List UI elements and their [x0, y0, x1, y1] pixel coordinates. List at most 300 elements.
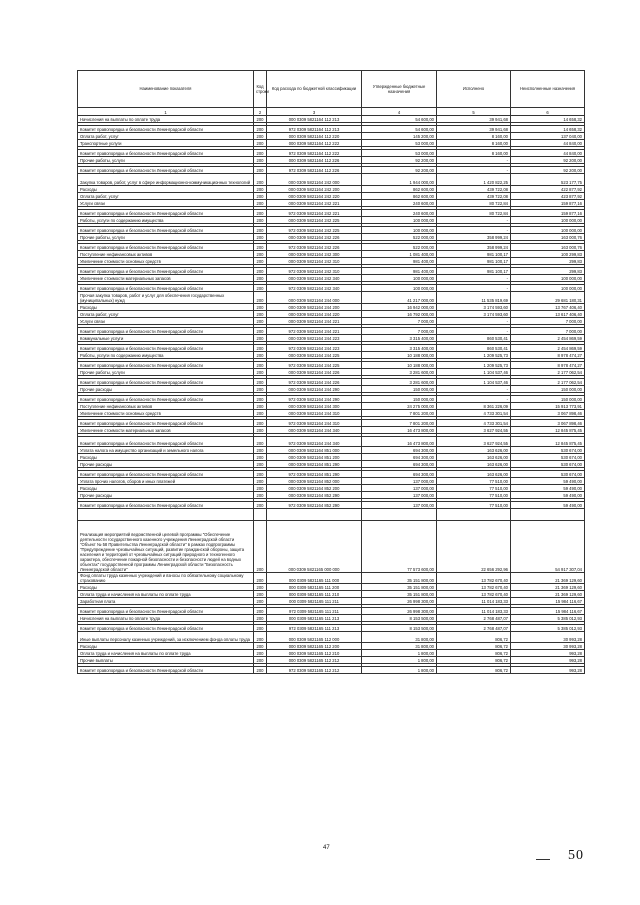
row-indicator-name: Оплата работ, услуг [78, 133, 254, 140]
table-row [78, 133, 585, 140]
row-line-code: 200 [254, 396, 267, 403]
row-unexecuted-amount: 59 490,00 [511, 492, 585, 499]
row-budget-code: 000 0309 5821164 852 200 [267, 485, 362, 492]
row-line-code: 200 [254, 420, 267, 427]
row-line-code: 200 [254, 251, 267, 258]
row-executed-amount: 8 361 226,09 [437, 403, 511, 410]
row-budget-code: 000 0309 5821165 112 200 [267, 643, 362, 650]
row-indicator-name: Закупка товаров, работ, услуг в сфере информационно-коммуникационных технологий [78, 174, 254, 186]
row-unexecuted-amount: 530 674,00 [511, 447, 585, 454]
table-row [78, 210, 585, 217]
row-executed-amount: 13 782 670,40 [437, 584, 511, 591]
row-budget-code: 000 0309 5821164 242 300 [267, 251, 362, 258]
row-unexecuted-amount: 21 369 129,60 [511, 591, 585, 598]
row-budget-code: 000 0309 5821164 242 226 [267, 234, 362, 241]
row-line-code: 200 [254, 328, 267, 335]
row-executed-amount: 1 420 822,25 [437, 174, 511, 186]
row-line-code: 200 [254, 625, 267, 632]
row-approved-amount: 3 281 600,00 [362, 379, 437, 386]
row-unexecuted-amount [511, 509, 585, 521]
row-line-code: 200 [254, 234, 267, 241]
row-budget-code: 000 0309 5821164 242 221 [267, 200, 362, 207]
row-approved-amount: 26 998 300,00 [362, 598, 437, 605]
table-row [78, 573, 585, 584]
table-row [78, 461, 585, 468]
row-line-code: 200 [254, 362, 267, 369]
row-indicator-name: Увеличение стоимости материальных запасов [78, 427, 254, 434]
column-number: 4 [362, 108, 437, 116]
table-row [78, 369, 585, 376]
header-indicator-name: Наименование показателя [78, 71, 254, 108]
row-line-code: 200 [254, 632, 267, 643]
row-executed-amount: 4 733 301,54 [437, 420, 511, 427]
row-line-code: 200 [254, 268, 267, 275]
table-row [78, 598, 585, 605]
row-indicator-name: Уплата налога на имущество организаций и земельного налога [78, 447, 254, 454]
row-budget-code: 000 0309 5821164 244 000 [267, 292, 362, 304]
table-row [78, 420, 585, 427]
row-unexecuted-amount: 8 978 474,27 [511, 352, 585, 359]
row-approved-amount: 150 000,00 [362, 386, 437, 393]
row-budget-code: 000 0309 5821165 111 210 [267, 591, 362, 598]
row-approved-amount: 16 473 800,00 [362, 427, 437, 434]
row-executed-amount: 22 656 292,96 [437, 521, 511, 573]
row-executed-amount: 77 510,00 [437, 485, 511, 492]
table-row [78, 591, 585, 598]
row-budget-code: 000 0309 5821164 244 226 [267, 369, 362, 376]
row-indicator-name [78, 509, 254, 521]
row-budget-code: 000 0309 5821164 242 000 [267, 174, 362, 186]
row-line-code: 200 [254, 174, 267, 186]
table-row [78, 509, 585, 521]
row-unexecuted-amount: 15 913 773,91 [511, 403, 585, 410]
table-row [78, 244, 585, 251]
table-row [78, 328, 585, 335]
row-budget-code: 000 0309 5821164 244 221 [267, 318, 362, 325]
row-indicator-name: Комитет правопорядка и безопасности Ленинградской области [78, 167, 254, 174]
row-approved-amount: 35 151 800,00 [362, 573, 437, 584]
row-executed-amount: 4 733 301,54 [437, 410, 511, 417]
row-budget-code: 000 0309 5821164 244 340 [267, 427, 362, 434]
row-unexecuted-amount: 14 658,32 [511, 126, 585, 133]
row-approved-amount: 240 600,00 [362, 200, 437, 207]
row-line-code: 200 [254, 133, 267, 140]
row-executed-amount: - [437, 396, 511, 403]
table-row [78, 335, 585, 342]
row-executed-amount: 1 209 525,73 [437, 352, 511, 359]
row-line-code: 200 [254, 167, 267, 174]
row-executed-amount: 163 626,00 [437, 454, 511, 461]
row-indicator-name: Комитет правопорядка и безопасности Ленинградской области [78, 210, 254, 217]
row-executed-amount: 2 768 487,07 [437, 625, 511, 632]
row-indicator-name: Поступление нефинансовых активов [78, 403, 254, 410]
row-unexecuted-amount: 59 490,00 [511, 502, 585, 509]
row-budget-code: 000 0309 5821164 242 340 [267, 275, 362, 282]
row-budget-code: 000 0309 5821164 851 200 [267, 454, 362, 461]
row-indicator-name: Комитет правопорядка и безопасности Ленинградской области [78, 150, 254, 157]
row-executed-amount: 3 627 924,55 [437, 427, 511, 434]
row-line-code: 200 [254, 311, 267, 318]
row-line-code: 200 [254, 244, 267, 251]
row-approved-amount: 145 200,00 [362, 133, 437, 140]
row-line-code: 200 [254, 521, 267, 573]
row-indicator-name: Комитет правопорядка и безопасности Ленинградской области [78, 126, 254, 133]
row-indicator-name: Начисления на выплаты по оплате труда [78, 615, 254, 622]
row-budget-code: 972 0309 5821165 111 211 [267, 608, 362, 615]
row-executed-amount: 981 100,17 [437, 251, 511, 258]
row-approved-amount: 100 000,00 [362, 217, 437, 224]
row-line-code: 200 [254, 608, 267, 615]
row-executed-amount: - [437, 227, 511, 234]
row-executed-amount: 358 999,24 [437, 244, 511, 251]
row-indicator-name: Начисления на выплаты по оплате труда [78, 116, 254, 123]
row-approved-amount: 7 000,00 [362, 318, 437, 325]
row-unexecuted-amount: 15 984 116,67 [511, 598, 585, 605]
table-row [78, 217, 585, 224]
row-unexecuted-amount: 59 490,00 [511, 478, 585, 485]
row-line-code: 200 [254, 193, 267, 200]
row-approved-amount: 92 200,00 [362, 157, 437, 164]
row-unexecuted-amount: 2 177 062,54 [511, 379, 585, 386]
row-line-code: 200 [254, 584, 267, 591]
row-approved-amount: 1 081 400,00 [362, 251, 437, 258]
row-budget-code: 972 0309 5821164 112 213 [267, 126, 362, 133]
row-line-code: 200 [254, 186, 267, 193]
row-unexecuted-amount: 993,28 [511, 657, 585, 664]
row-approved-amount: 35 151 800,00 [362, 591, 437, 598]
row-approved-amount: 8 153 500,00 [362, 615, 437, 622]
row-line-code: 200 [254, 227, 267, 234]
row-unexecuted-amount: 100 000,00 [511, 285, 585, 292]
row-approved-amount: 54 600,00 [362, 126, 437, 133]
row-indicator-name: Расходы [78, 643, 254, 650]
row-approved-amount [362, 509, 437, 521]
row-approved-amount: 150 000,00 [362, 396, 437, 403]
row-line-code: 200 [254, 292, 267, 304]
row-line-code: 200 [254, 318, 267, 325]
row-line-code: 200 [254, 573, 267, 584]
row-indicator-name: Уплата прочих налогов, сборов и иных платежей [78, 478, 254, 485]
table-body [78, 116, 585, 674]
row-indicator-name: Расходы [78, 584, 254, 591]
row-budget-code: 972 0309 5821165 112 212 [267, 667, 362, 674]
table-row [78, 492, 585, 499]
row-indicator-name: Оплата работ, услуг [78, 193, 254, 200]
sheet-stamp-number: 50 [568, 848, 584, 863]
table-row [78, 667, 585, 674]
row-indicator-name: Прочие работы, услуги [78, 369, 254, 376]
row-indicator-name: Услуги связи [78, 200, 254, 207]
row-approved-amount: 522 000,00 [362, 234, 437, 241]
row-approved-amount: 100 000,00 [362, 285, 437, 292]
row-line-code: 200 [254, 126, 267, 133]
row-executed-amount: 77 510,00 [437, 478, 511, 485]
divider-dash [536, 859, 550, 860]
row-line-code: 200 [254, 598, 267, 605]
row-unexecuted-amount: 30 993,28 [511, 643, 585, 650]
row-indicator-name: Комитет правопорядка и безопасности Ленинградской области [78, 379, 254, 386]
row-executed-amount: 439 722,08 [437, 186, 511, 193]
row-budget-code: 972 0309 5821164 244 226 [267, 379, 362, 386]
table-row [78, 227, 585, 234]
table-row [78, 657, 585, 664]
row-indicator-name: Прочие расходы [78, 492, 254, 499]
row-budget-code: 972 0309 5821164 244 340 [267, 437, 362, 447]
row-budget-code: 000 0309 5821164 112 213 [267, 116, 362, 123]
row-line-code: 200 [254, 615, 267, 622]
row-line-code: 200 [254, 471, 267, 478]
row-executed-amount: - [437, 318, 511, 325]
row-line-code: 200 [254, 386, 267, 393]
row-approved-amount: 7 801 200,00 [362, 420, 437, 427]
row-budget-code: 972 0309 5821164 112 226 [267, 167, 362, 174]
row-indicator-name: Комитет правопорядка и безопасности Ленинградской области [78, 362, 254, 369]
row-approved-amount: 137 000,00 [362, 502, 437, 509]
row-executed-amount: - [437, 285, 511, 292]
table-row [78, 471, 585, 478]
row-unexecuted-amount: 100 000,00 [511, 227, 585, 234]
row-executed-amount: 39 941,68 [437, 126, 511, 133]
row-executed-amount: 2 768 487,07 [437, 615, 511, 622]
row-indicator-name: Прочие расходы [78, 461, 254, 468]
row-executed-amount: - [437, 328, 511, 335]
row-line-code: 200 [254, 275, 267, 282]
row-indicator-name: Фонд оплаты труда казенных учреждений и взносы по обязательному социальному страхованию [78, 573, 254, 584]
row-indicator-name: Комитет правопорядка и безопасности Ленинградской области [78, 345, 254, 352]
row-unexecuted-amount: 12 845 875,45 [511, 437, 585, 447]
row-unexecuted-amount: 5 385 012,93 [511, 615, 585, 622]
row-executed-amount: 806,72 [437, 657, 511, 664]
row-executed-amount: 1 209 525,73 [437, 362, 511, 369]
row-line-code: 200 [254, 643, 267, 650]
table-row [78, 140, 585, 147]
row-approved-amount: 694 300,00 [362, 454, 437, 461]
row-executed-amount: 163 626,00 [437, 447, 511, 454]
row-indicator-name: Комитет правопорядка и безопасности Ленинградской области [78, 285, 254, 292]
row-approved-amount: 3 315 400,00 [362, 335, 437, 342]
table-row [78, 126, 585, 133]
row-executed-amount: 13 782 670,40 [437, 591, 511, 598]
row-indicator-name: Комитет правопорядка и безопасности Ленинградской области [78, 268, 254, 275]
row-unexecuted-amount: 30 993,28 [511, 632, 585, 643]
row-executed-amount: 3 174 593,60 [437, 311, 511, 318]
table-row [78, 427, 585, 434]
header-approved: Утвержденные бюджетные назначения [362, 71, 437, 108]
row-executed-amount: 3 174 593,60 [437, 304, 511, 311]
table-row [78, 584, 585, 591]
table-row [78, 608, 585, 615]
row-executed-amount: 806,72 [437, 650, 511, 657]
row-indicator-name: Комитет правопорядка и безопасности Ленинградской области [78, 420, 254, 427]
row-executed-amount: 163 626,00 [437, 461, 511, 468]
row-unexecuted-amount: 299,83 [511, 268, 585, 275]
row-unexecuted-amount: 29 681 180,31 [511, 292, 585, 304]
row-line-code: 200 [254, 461, 267, 468]
row-indicator-name: Оплата труда и начисления на выплаты по оплате труда [78, 591, 254, 598]
row-indicator-name: Транспортные услуги [78, 140, 254, 147]
row-unexecuted-amount: 3 067 898,46 [511, 410, 585, 417]
table-row [78, 258, 585, 265]
table-row [78, 275, 585, 282]
row-approved-amount: 10 188 000,00 [362, 362, 437, 369]
row-approved-amount: 1 800,00 [362, 657, 437, 664]
table-row [78, 502, 585, 509]
row-budget-code: 000 0309 5821165 000 000 [267, 521, 362, 573]
row-executed-amount: 13 782 670,40 [437, 573, 511, 584]
row-unexecuted-amount: 530 674,00 [511, 461, 585, 468]
row-unexecuted-amount: 8 978 474,27 [511, 362, 585, 369]
row-unexecuted-amount: 523 177,75 [511, 174, 585, 186]
row-budget-code: 972 0309 5821164 244 290 [267, 396, 362, 403]
header-budget-code: Код расхода по бюджетной классификации [267, 71, 362, 108]
row-executed-amount: - [437, 275, 511, 282]
row-unexecuted-amount: 163 000,76 [511, 244, 585, 251]
table-row [78, 150, 585, 157]
row-approved-amount: 240 600,00 [362, 210, 437, 217]
row-unexecuted-amount: 54 917 307,04 [511, 521, 585, 573]
row-approved-amount: 77 573 600,00 [362, 521, 437, 573]
row-line-code: 200 [254, 335, 267, 342]
row-budget-code: 972 0309 5821164 244 223 [267, 345, 362, 352]
table-row [78, 643, 585, 650]
row-line-code: 200 [254, 650, 267, 657]
row-unexecuted-amount: 422 877,92 [511, 186, 585, 193]
row-unexecuted-amount: 100 000,00 [511, 217, 585, 224]
row-unexecuted-amount: 2 454 869,59 [511, 335, 585, 342]
table-header-row [78, 71, 585, 108]
row-line-code: 200 [254, 657, 267, 664]
row-unexecuted-amount: 59 490,00 [511, 485, 585, 492]
row-unexecuted-amount: 92 200,00 [511, 167, 585, 174]
row-unexecuted-amount: 12 845 875,45 [511, 427, 585, 434]
row-approved-amount: 26 998 300,00 [362, 608, 437, 615]
row-approved-amount: 981 400,00 [362, 268, 437, 275]
row-unexecuted-amount: 993,28 [511, 667, 585, 674]
table-row [78, 251, 585, 258]
table-row [78, 447, 585, 454]
row-unexecuted-amount: 14 658,32 [511, 116, 585, 123]
row-approved-amount: 137 000,00 [362, 485, 437, 492]
row-indicator-name: Комитет правопорядка и безопасности Ленинградской области [78, 625, 254, 632]
table-row [78, 157, 585, 164]
row-budget-code: 972 0309 5821164 242 310 [267, 268, 362, 275]
row-executed-amount: - [437, 167, 511, 174]
page-number: 47 [323, 845, 330, 851]
header-executed: Исполнено [437, 71, 511, 108]
row-budget-code: 000 0309 5821165 111 213 [267, 615, 362, 622]
budget-table-container [77, 70, 584, 674]
row-indicator-name: Комитет правопорядка и безопасности Ленинградской области [78, 667, 254, 674]
row-indicator-name: Комитет правопорядка и безопасности Ленинградской области [78, 437, 254, 447]
row-indicator-name: Комитет правопорядка и безопасности Ленинградской области [78, 471, 254, 478]
table-row [78, 386, 585, 393]
row-budget-code: 000 0309 5821164 244 300 [267, 403, 362, 410]
row-approved-amount: 31 800,00 [362, 632, 437, 643]
row-executed-amount: 163 626,00 [437, 471, 511, 478]
table-row [78, 362, 585, 369]
row-budget-code: 972 0309 5821164 244 310 [267, 420, 362, 427]
row-unexecuted-amount: 13 617 406,40 [511, 311, 585, 318]
table-row [78, 521, 585, 573]
row-line-code: 200 [254, 478, 267, 485]
row-indicator-name: Прочие расходы [78, 386, 254, 393]
row-executed-amount: 39 941,68 [437, 116, 511, 123]
row-unexecuted-amount: 159 877,16 [511, 200, 585, 207]
header-unexecuted: Неисполненные назначения [511, 71, 585, 108]
table-row [78, 304, 585, 311]
row-indicator-name: Расходы [78, 485, 254, 492]
row-executed-amount: 11 014 183,33 [437, 608, 511, 615]
row-indicator-name: Прочая закупка товаров, работ и услуг для обеспечения государственных (муниципальных) нужд [78, 292, 254, 304]
row-approved-amount: 1 800,00 [362, 650, 437, 657]
table-row [78, 485, 585, 492]
table-row [78, 615, 585, 622]
row-executed-amount: 77 510,00 [437, 492, 511, 499]
header-line-code: Код строки [254, 71, 267, 108]
row-approved-amount: 137 000,00 [362, 492, 437, 499]
row-line-code: 200 [254, 379, 267, 386]
row-indicator-name: Расходы [78, 186, 254, 193]
row-executed-amount: 439 722,08 [437, 193, 511, 200]
row-budget-code: 972 0309 5821164 852 290 [267, 502, 362, 509]
row-executed-amount: 11 535 819,69 [437, 292, 511, 304]
column-number-row [78, 108, 585, 116]
table-row [78, 200, 585, 207]
row-indicator-name: Расходы [78, 454, 254, 461]
table-row [78, 352, 585, 359]
row-approved-amount: 694 300,00 [362, 471, 437, 478]
budget-execution-table [77, 70, 585, 674]
row-approved-amount: 92 200,00 [362, 167, 437, 174]
row-line-code: 200 [254, 591, 267, 598]
row-approved-amount: 16 942 000,00 [362, 304, 437, 311]
row-budget-code: 000 0309 5821164 852 290 [267, 492, 362, 499]
row-unexecuted-amount: 21 369 129,60 [511, 584, 585, 591]
row-unexecuted-amount: 163 000,76 [511, 234, 585, 241]
row-approved-amount: 8 153 500,00 [362, 625, 437, 632]
row-executed-amount: - [437, 217, 511, 224]
row-budget-code: 000 0309 5821165 111 211 [267, 598, 362, 605]
row-line-code: 200 [254, 258, 267, 265]
row-line-code: 200 [254, 369, 267, 376]
row-indicator-name: Оплата труда и начисления на выплаты по оплате труда [78, 650, 254, 657]
row-line-code: 200 [254, 116, 267, 123]
row-budget-code: 972 0309 5821164 244 225 [267, 362, 362, 369]
table-row [78, 345, 585, 352]
row-line-code: 200 [254, 485, 267, 492]
row-executed-amount: 806,72 [437, 667, 511, 674]
row-executed-amount: 80 722,84 [437, 200, 511, 207]
row-executed-amount: 77 510,00 [437, 502, 511, 509]
row-approved-amount: 694 300,00 [362, 461, 437, 468]
row-indicator-name: Прочие работы, услуги [78, 157, 254, 164]
row-indicator-name: Увеличение стоимости основных средств [78, 410, 254, 417]
table-row [78, 193, 585, 200]
table-row [78, 268, 585, 275]
row-unexecuted-amount: 3 067 898,46 [511, 420, 585, 427]
row-indicator-name: Иные выплаты персоналу казенных учреждений, за исключением фонда оплаты труда [78, 632, 254, 643]
row-line-code: 200 [254, 667, 267, 674]
row-indicator-name: Комитет правопорядка и безопасности Ленинградской области [78, 502, 254, 509]
column-number: 5 [437, 108, 511, 116]
row-approved-amount: 3 281 600,00 [362, 369, 437, 376]
table-row [78, 410, 585, 417]
row-indicator-name: Работы, услуги по содержанию имущества [78, 352, 254, 359]
row-budget-code: 000 0309 5821164 244 310 [267, 410, 362, 417]
row-indicator-name: Услуги связи [78, 318, 254, 325]
row-executed-amount: 80 722,84 [437, 210, 511, 217]
table-row [78, 403, 585, 410]
